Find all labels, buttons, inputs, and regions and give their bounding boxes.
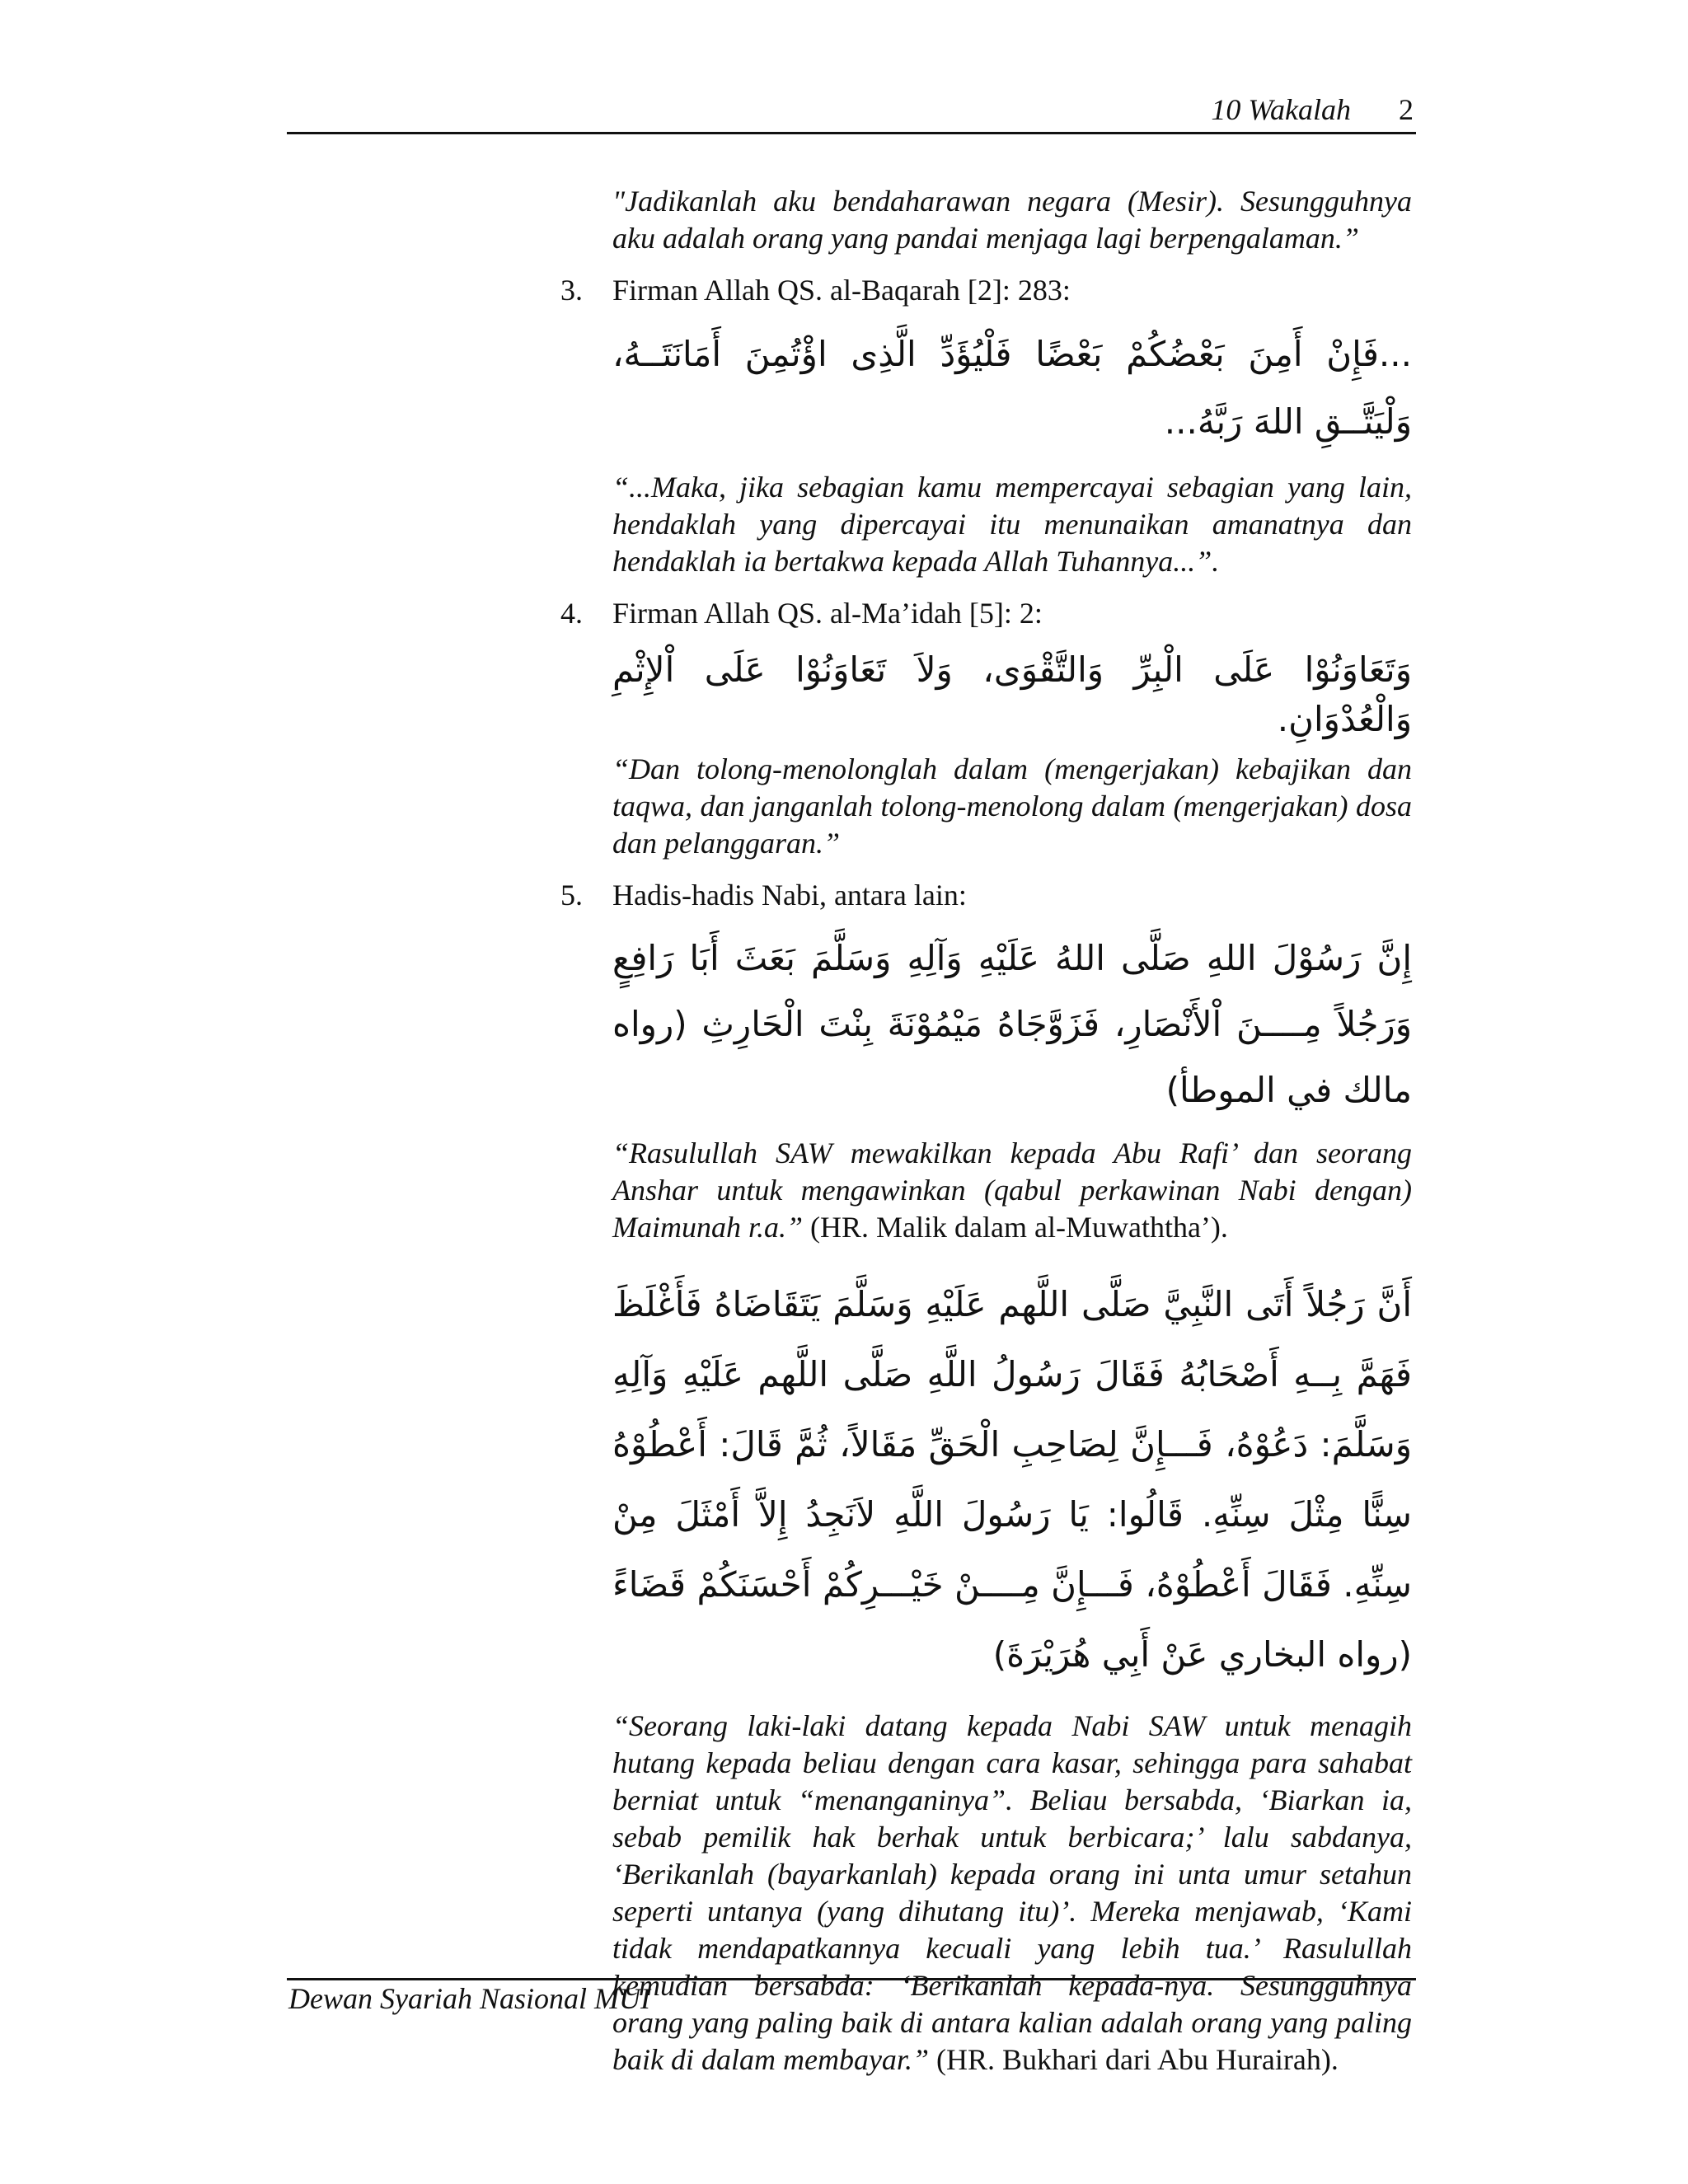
item-number: 5. (560, 879, 583, 912)
hadith-arabic: أَنَّ رَجُلاً أَتَى النَّبِيَّ صَلَّى اللَّهم عَلَيْهِ وَسَلَّمَ يَتَقَاضَاهُ فَأَغْلَظَ فَهَمَّ بِــهِ أَصْحَابُهُ فَقَالَ رَسُولُ اللَّهِ صَلَّى اللَّهم عَلَيْهِ وَآلِهِ وَسَلَّمَ: دَعُوْهُ، فَـــإِنَّ لِصَاحِبِ الْحَقِّ مَقَالاً، ثُمَّ قَالَ: أَعْطُوْهُ سِنًّا مِثْلَ سِنِّهِ. قَالُوا: يَا رَسُولَ اللَّهِ لاَنَجِدُ إِلاَّ أَمْثَلَ مِنْ سِنِّهِ. فَقَالَ أَعْطُوْهُ، فَـــإِنَّ مِــــنْ خَيْـــرِكُمْ أَحْسَنَكُمْ قَضَاءً (رواه البخاري عَنْ أَبِي هُرَيْرَةَ) (612, 1284, 1412, 1675)
list-item-4 (560, 595, 1412, 632)
running-header (287, 92, 1414, 135)
item-heading: Firman Allah QS. al-Ma’idah [5]: 2: (612, 597, 1043, 630)
header-rule (287, 132, 1416, 134)
intro-translation: "Jadikanlah aku bendaharawan negara (Mesir). Sesungguhnya aku adalah orang yang pandai menjaga lagi berpengalaman.” (612, 185, 1412, 255)
page-body (560, 183, 1412, 2079)
footer-rule (287, 1978, 1416, 1980)
header-title: 10 Wakalah (1211, 93, 1351, 126)
quran-verse-arabic: ...فَإِنْ أَمِنَ بَعْضُكُمْ بَعْضًا فَلْيُؤَدِّ الَّذِى اؤْتُمِنَ أَمَانَتَــهُ، وَلْيَتَّــقِ اللهَ رَبَّهُ... (612, 334, 1412, 442)
hadith-translation-text: “Seorang laki-laki datang kepada Nabi SAW untuk menagih hutang kepada beliau dengan cara kasar, sehingga para sahabat berniat untuk “menanganinya”. Beliau bersabda, ‘Biarkan ia, sebab pemilik hak berhak untuk berbicara;’ lalu sabdanya, ‘Berikanlah (bayarkanlah) kepada orang ini unta umur setahun seperti untanya (yang dihutang itu)’. Mereka menjawab, ‘Kami tidak mendapatkannya kecuali yang lebih tua.’ Rasulullah kemudian bersabda: ‘Berikanlah kepada-nya. Sesungguhnya orang yang paling baik di antara kalian adalah orang yang paling baik di dalam membayar.” (612, 1709, 1412, 2076)
quran-verse-arabic: وَتَعَاوَنُوْا عَلَى الْبِرِّ وَالتَّقْوَى، وَلاَ تَعَاوَنُوْا عَلَى اْلإِثْمِ وَالْعُدْوَانِ. (612, 649, 1412, 739)
list-item-3 (560, 272, 1412, 309)
hadith-translation (612, 1135, 1412, 1246)
item-heading: Hadis-hadis Nabi, antara lain: (612, 879, 967, 912)
item-heading: Firman Allah QS. al-Baqarah [2]: 283: (612, 274, 1071, 307)
item-number: 3. (560, 274, 583, 307)
hadith-source: (HR. Bukhari dari Abu Hurairah). (928, 2043, 1339, 2076)
verse-translation: “...Maka, jika sebagian kamu mempercayai sebagian yang lain, hendaklah yang dipercayai itu menunaikan amanatnya dan hendaklah ia bertakwa kepada Allah Tuhannya...”. (612, 471, 1412, 578)
page-number: 2 (1399, 93, 1414, 126)
hadith-translation-text: “Rasulullah SAW mewakilkan kepada Abu Rafi’ dan seorang Anshar untuk mengawinkan (qabul perkawinan Nabi dengan) Maimunah r.a.” (612, 1137, 1412, 1244)
hadith-source: (HR. Malik dalam al-Muwaththa’). (803, 1211, 1228, 1244)
hadith-translation (612, 1708, 1412, 2079)
list-item-5 (560, 877, 1412, 914)
footer-text: Dewan Syariah Nasional MUI (288, 1982, 650, 2015)
verse-translation: “Dan tolong-menolonglah dalam (mengerjakan) kebajikan dan taqwa, dan janganlah tolong-menolong dalam (mengerjakan) dosa dan pelanggaran.” (612, 752, 1412, 860)
hadith-arabic: إِنَّ رَسُوْلَ اللهِ صَلَّى اللهُ عَلَيْهِ وَآلِهِ وَسَلَّمَ بَعَثَ أَبَا رَافِعٍ وَرَجُلاً مِــــنَ اْلأَنْصَارِ، فَزَوَّجَاهُ مَيْمُوْنَةَ بِنْتَ الْحَارِثِ (رواه مالك في الموطأ) (612, 938, 1412, 1110)
item-number: 4. (560, 597, 583, 630)
